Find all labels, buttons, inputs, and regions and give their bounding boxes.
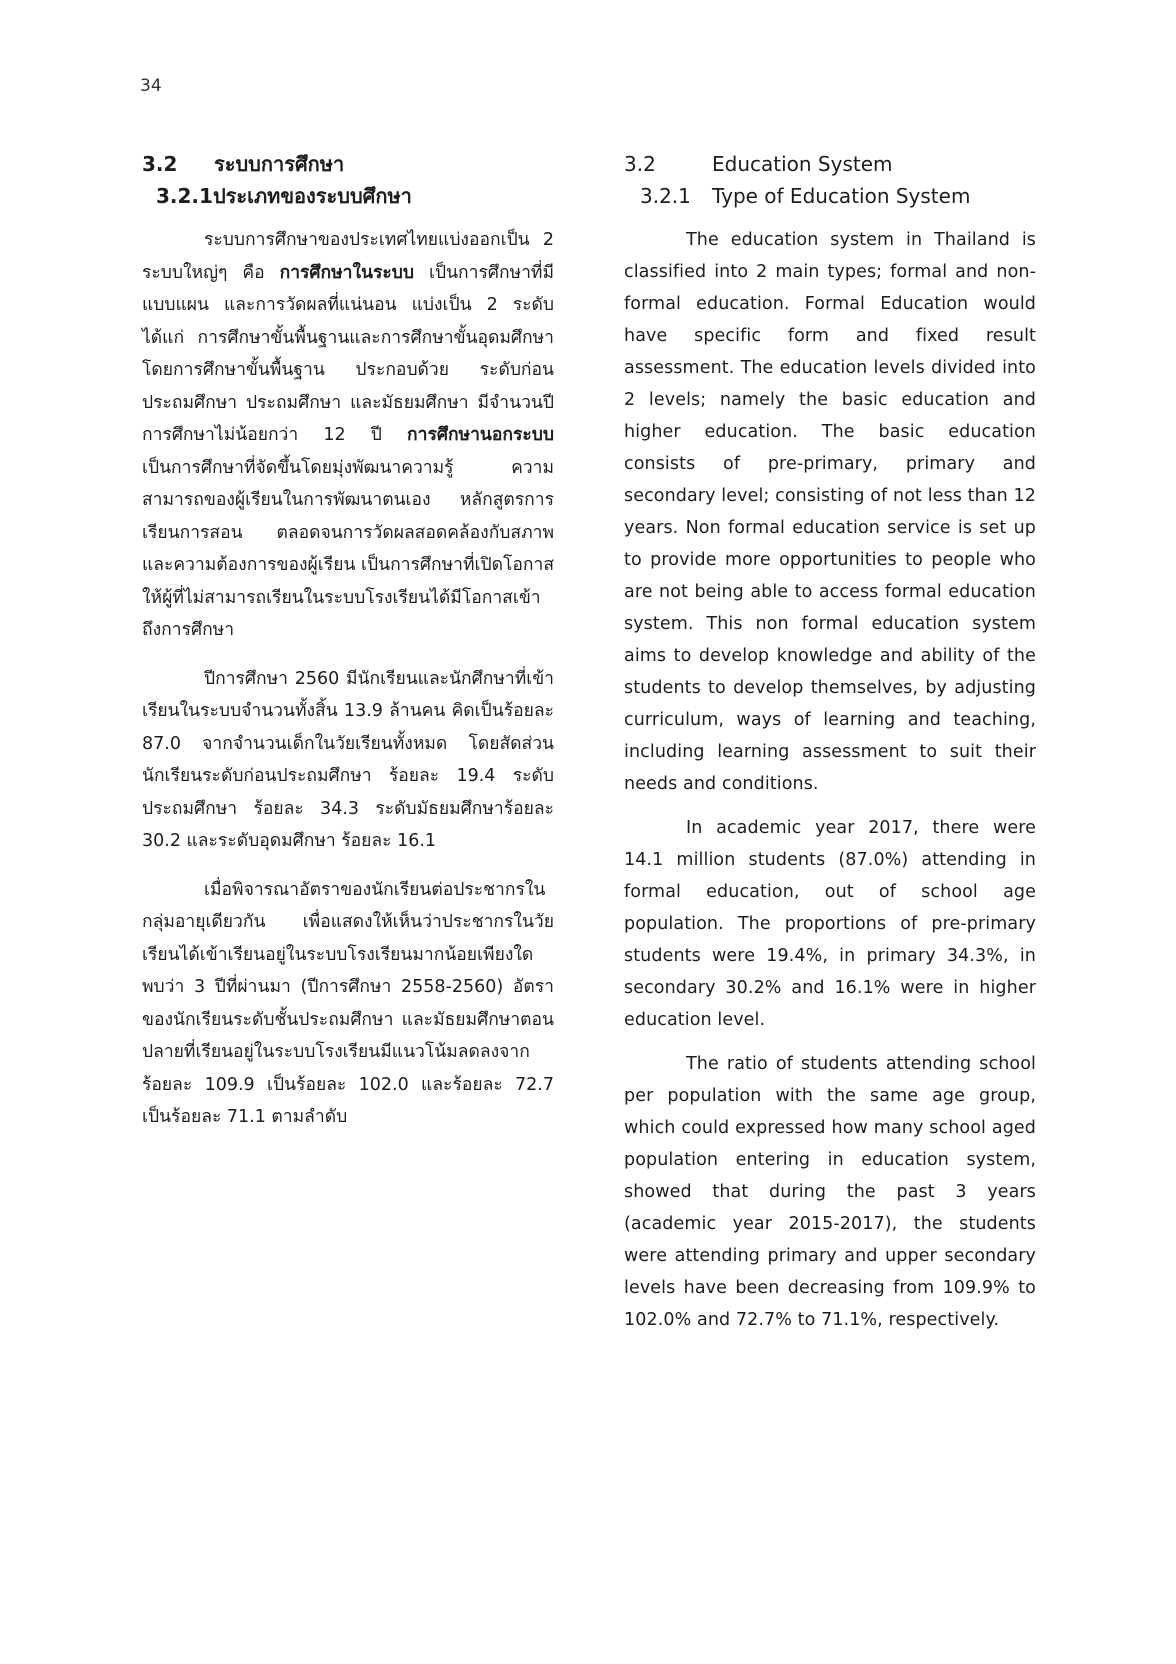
thai-subsection-title: ประเภทของระบบศึกษา bbox=[212, 184, 412, 208]
english-section-title: Education System bbox=[712, 152, 893, 176]
english-paragraph-3: The ratio of students attending school per population with the same age group, which could expressed how many school aged population entering in education system, showed that during the past 3 years (academic year 2015-2017), the students were attending primary and upper secondary levels have been decreasing from 109.9% to 102.0% and 72.7% to 71.1%, respectively. bbox=[624, 1054, 1036, 1330]
page-number: 34 bbox=[140, 76, 162, 96]
thai-section-heading bbox=[142, 148, 554, 180]
thai-paragraph-3: เมื่อพิจารณาอัตราของนักเรียนต่อประชากรในกลุ่มอายุเดียวกัน เพื่อแสดงให้เห็นว่าประชากรในวัยเรียนได้เข้าเรียนอยู่ในระบบโรงเรียนมากน้อยเพียงใด พบว่า 3 ปีที่ผ่านมา (ปีการศึกษา 2558-2560) อัตราของนักเรียนระดับชั้นประถมศึกษา และมัธยมศึกษาตอนปลายที่เรียนอยู่ในระบบโรงเรียนมีแนวโน้มลดลงจากร้อยละ 109.9 เป็นร้อยละ 102.0 และร้อยละ 72.7 เป็นร้อยละ 71.1 ตามลำดับ bbox=[142, 879, 554, 1127]
thai-section-title: ระบบการศึกษา bbox=[214, 152, 345, 176]
thai-column bbox=[142, 148, 554, 1134]
thai-section-number: 3.2 bbox=[142, 152, 178, 176]
english-subsection-title: Type of Education System bbox=[712, 184, 971, 208]
thai-subsection-number: 3.2.1 bbox=[156, 184, 213, 208]
thai-p1-formal-term: การศึกษาในระบบ bbox=[279, 262, 415, 283]
thai-subsection-heading bbox=[142, 180, 554, 212]
thai-paragraph-2: ปีการศึกษา 2560 มีนักเรียนและนักศึกษาที่เข้าเรียนในระบบจำนวนทั้งสิ้น 13.9 ล้านคน คิดเป็นร้อยละ 87.0 จากจำนวนเด็กในวัยเรียนทั้งหมด โดยสัดส่วนนักเรียนระดับก่อนประถมศึกษา ร้อยละ 19.4 ระดับประถมศึกษา ร้อยละ 34.3 ระดับมัธยมศึกษาร้อยละ 30.2 และระดับอุดมศึกษา ร้อยละ 16.1 bbox=[142, 668, 554, 851]
english-section-number: 3.2 bbox=[624, 152, 656, 176]
thai-p1-nonformal-term: การศึกษานอกระบบ bbox=[407, 425, 554, 445]
english-column bbox=[624, 148, 1036, 1336]
thai-p1-text-c: เป็นการศึกษาที่มีแบบแผน และการวัดผลที่แน่นอน แบ่งเป็น 2 ระดับ ได้แก่ การศึกษาขั้นพื้นฐานและการศึกษาขั้นอุดมศึกษา โดยการศึกษาขั้นพื้นฐาน ประกอบด้วย ระดับก่อนประถมศึกษา ประถมศึกษา และมัธยมศึกษา มีจำนวนปีการศึกษาไม่น้อยกว่า 12 ปี bbox=[142, 262, 555, 445]
thai-paragraph-1 bbox=[142, 224, 554, 647]
english-paragraph-2: In academic year 2017, there were 14.1 million students (87.0%) attending in formal education, out of school age population. The proportions of pre-primary students were 19.4%, in primary 34.3%, in secondary 30.2% and 16.1% were in higher education level. bbox=[624, 818, 1036, 1030]
english-section-heading bbox=[624, 148, 1036, 180]
english-paragraph-1: The education system in Thailand is classified into 2 main types; formal and non-formal education. Formal Education would have specific form and fixed result assessment. The education levels divided into 2 levels; namely the basic education and higher education. The basic education consists of pre-primary, primary and secondary level; consisting of not less than 12 years. Non formal education service is set up to provide more opportunities to people who are not being able to access formal education system. This non formal education system aims to develop knowledge and ability of the students to develop themselves, by adjusting curriculum, ways of learning and teaching, including learning assessment to suit their needs and conditions. bbox=[624, 230, 1036, 794]
english-subsection-number: 3.2.1 bbox=[640, 184, 691, 208]
thai-p1-text-e: เป็นการศึกษาที่จัดขึ้นโดยมุ่งพัฒนาความรู้ ความสามารถของผู้เรียนในการพัฒนาตนเอง หลักสูตรการเรียนการสอน ตลอดจนการวัดผลสอดคล้องกับสภาพและความต้องการของผู้เรียน เป็นการศึกษาที่เปิดโอกาสให้ผู้ที่ไม่สามารถเรียนในระบบโรงเรียนได้มีโอกาสเข้าถึงการศึกษา bbox=[142, 457, 554, 640]
thai-p1-text-a: ระบบการศึกษาของประเทศไทยแบ่งออกเป็น 2 ระบบใหญ่ๆ คือ bbox=[142, 230, 554, 283]
english-subsection-heading bbox=[624, 180, 1036, 212]
